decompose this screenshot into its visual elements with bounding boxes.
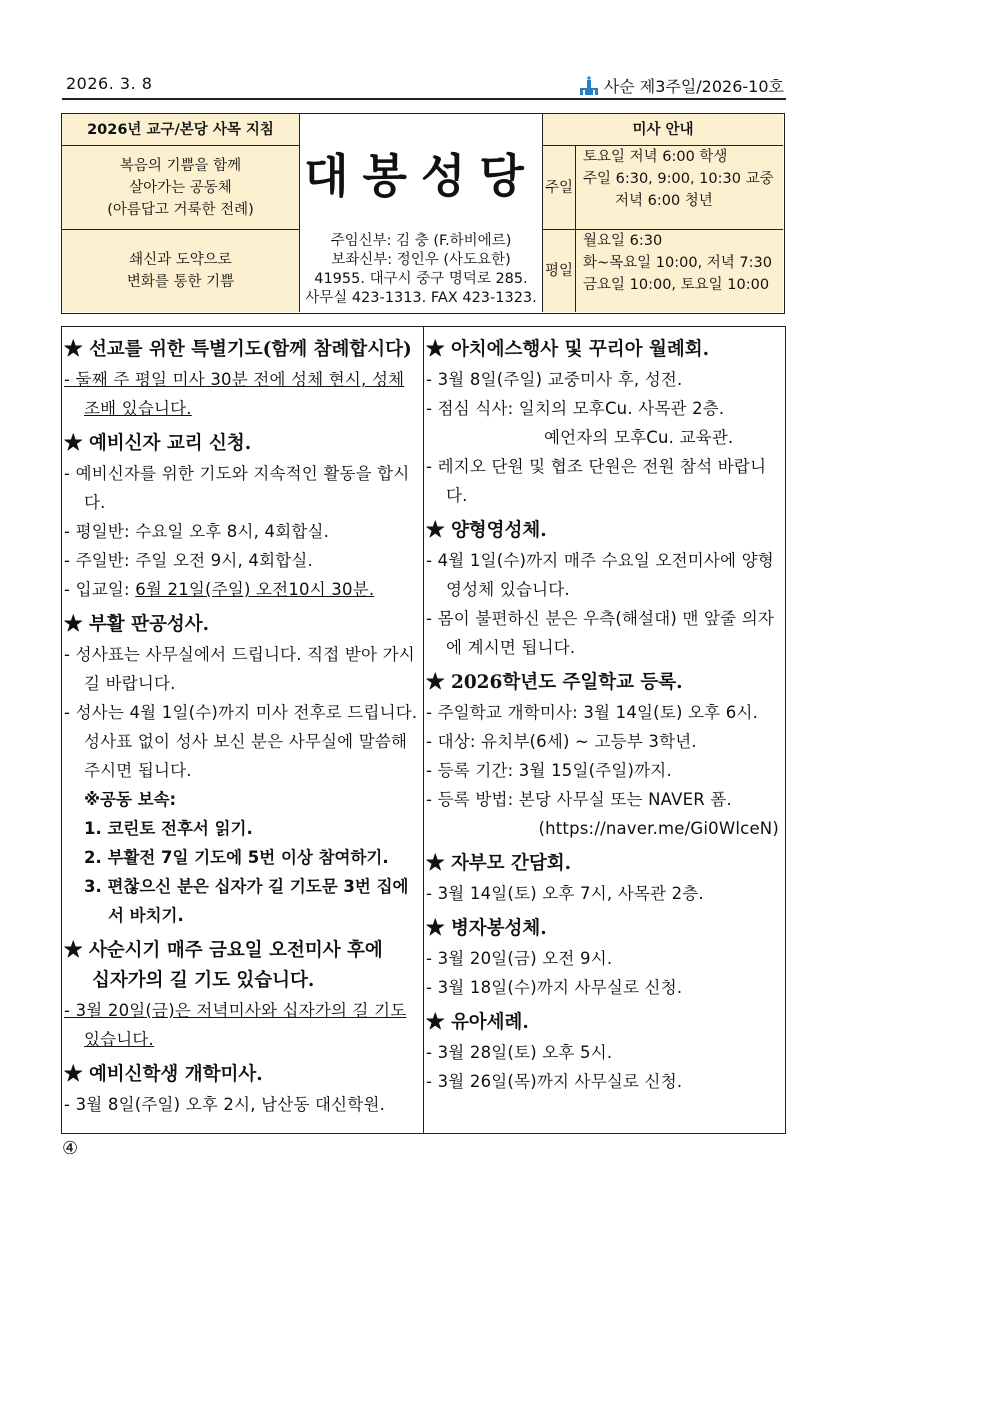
page-number: ④ xyxy=(62,1138,79,1159)
penance-item: 2. 부활전 7일 기도에 5번 이상 참여하기. xyxy=(84,848,389,867)
issue-text: 사순 제3주일/2026-10호 xyxy=(603,77,784,96)
pastoral-line: 복음의 기쁨을 함께 xyxy=(119,157,242,174)
announcement-item: - 몸이 불편하신 분은 우측(해설대) 맨 앞줄 의자에 계시면 됩니다. xyxy=(426,609,775,657)
announcement-item: - 등록 방법: 본당 사무실 또는 NAVER 폼. xyxy=(426,790,732,809)
sunday-label: 주일 xyxy=(542,146,576,230)
pastor-name: 주임신부: 김 충 (F.하비에르) xyxy=(330,233,512,249)
announcement-item: - 등록 기간: 3월 15일(주일)까지. xyxy=(426,761,672,780)
pastoral-heading: 2026년 교구/본당 사목 지침 xyxy=(62,114,300,146)
issue-date: 2026. 3. 8 xyxy=(66,74,153,93)
announcement-item: - 4월 1일(수)까지 매주 수요일 오전미사에 양형영성체 있습니다. xyxy=(426,551,774,599)
penance-item: 3. 편찮으신 분은 십자가 길 기도문 3번 집에서 바치기. xyxy=(84,877,409,925)
announcement-item: - 3월 8일(주일) 오후 2시, 남산동 대신학원. xyxy=(64,1095,386,1114)
announcement-item xyxy=(64,996,421,1054)
sunday-mass-times xyxy=(576,146,783,230)
announcement-text: - 3월 20일(금)은 저녁미사와 십자가의 길 기도 있습니다. xyxy=(64,1001,407,1049)
pastoral-guideline-2 xyxy=(62,230,300,312)
announcements-box xyxy=(61,326,786,1134)
pastoral-guideline-1 xyxy=(62,146,300,230)
church-name: 대봉성당 xyxy=(304,149,538,203)
pastoral-line: (아름답고 거룩한 전례) xyxy=(107,201,254,218)
mass-time: 토요일 저녁 6:00 학생 xyxy=(583,149,728,165)
section-title-continued: 십자가의 길 기도 있습니다. xyxy=(92,970,315,991)
pastoral-line: 변화를 통한 기쁨 xyxy=(126,274,235,290)
announcement-item: - 주일학교 개학미사: 3월 14일(토) 오후 6시. xyxy=(426,703,759,722)
announcement-item xyxy=(64,575,421,604)
announcement-prefix: - 입교일: xyxy=(64,580,136,599)
mass-heading: 미사 안내 xyxy=(542,114,783,146)
page-header xyxy=(62,72,786,100)
section-title: ★ 병자봉성체. xyxy=(426,918,547,939)
church-contact xyxy=(300,228,542,312)
announcement-text: 6월 21일(주일) 오전10시 30분. xyxy=(135,580,375,599)
announcement-item: - 레지오 단원 및 협조 단원은 전원 참석 바랍니다. xyxy=(426,457,767,505)
section-title: ★ 아치에스행사 및 꾸리아 월례회. xyxy=(426,339,710,360)
announcement-item: - 3월 14일(토) 오후 7시, 사목관 2층. xyxy=(426,884,704,903)
column-divider xyxy=(423,327,424,1133)
church-building-icon xyxy=(578,76,600,96)
mass-time: 월요일 6:30 xyxy=(583,233,663,249)
section-title: ★ 예비신자 교리 신청. xyxy=(64,433,252,454)
mass-time: 화~목요일 10:00, 저녁 7:30 xyxy=(583,255,772,271)
penance-heading: ※공동 보속: xyxy=(84,790,177,809)
pastoral-line: 쇄신과 도약으로 xyxy=(129,252,232,268)
section-title: ★ 자부모 간담회. xyxy=(426,853,572,874)
mass-time: 주일 6:30, 9:00, 10:30 교중 xyxy=(583,171,774,187)
penance-item: 1. 코린토 전후서 읽기. xyxy=(84,819,253,838)
pastoral-line: 살아가는 공동체 xyxy=(129,179,232,196)
section-title: ★ 사순시기 매주 금요일 오전미사 후에 xyxy=(64,940,383,961)
section-title: ★ 선교를 위한 특별기도(함께 참례합시다) xyxy=(64,339,412,360)
announcements-left-column xyxy=(64,335,421,1119)
info-table xyxy=(61,113,785,314)
section-title: ★ 양형영성체. xyxy=(426,520,547,541)
section-title: ★ 예비신학생 개학미사. xyxy=(64,1064,263,1085)
announcement-item: - 주일반: 주일 오전 9시, 4회합실. xyxy=(64,551,313,570)
announcement-item-continued: 예언자의 모후Cu. 교육관. xyxy=(544,428,734,447)
mass-time: 저녁 6:00 청년 xyxy=(615,193,713,209)
weekday-mass-times xyxy=(576,230,783,312)
announcements-right-column xyxy=(426,335,783,1096)
announcement-item: - 대상: 유치부(6세) ~ 고등부 3학년. xyxy=(426,732,697,751)
announcement-item: - 3월 26일(목)까지 사무실로 신청. xyxy=(426,1072,683,1091)
church-phone: 사무실 423-1313. FAX 423-1323. xyxy=(305,290,537,306)
announcement-item: - 3월 8일(주일) 교중미사 후, 성전. xyxy=(426,370,683,389)
announcement-item: - 점심 식사: 일치의 모후Cu. 사목관 2층. xyxy=(426,399,725,418)
announcement-item xyxy=(64,365,421,423)
announcement-item: - 3월 20일(금) 오전 9시. xyxy=(426,949,613,968)
announcement-text: - 둘째 주 평일 미사 30분 전에 성체 현시, 성체 조배 있습니다. xyxy=(64,370,405,418)
section-title: ★ 유아세례. xyxy=(426,1012,529,1033)
registration-link: (https://naver.me/Gi0WlceN) xyxy=(538,819,779,838)
section-title: ★ 부활 판공성사. xyxy=(64,614,210,635)
announcement-item: - 3월 18일(수)까지 사무실로 신청. xyxy=(426,978,683,997)
announcement-item: - 성사는 4월 1일(수)까지 미사 전후로 드립니다. 성사표 없이 성사 보신 분은 사무실에 말씀해 주시면 됩니다. xyxy=(64,703,418,780)
mass-time: 금요일 10:00, 토요일 10:00 xyxy=(583,277,770,293)
announcement-item: - 성사표는 사무실에서 드립니다. 직접 받아 가시길 바랍니다. xyxy=(64,645,415,693)
announcement-item: - 3월 28일(토) 오후 5시. xyxy=(426,1043,613,1062)
church-address: 41955. 대구시 중구 명덕로 285. xyxy=(314,271,528,287)
assistant-name: 보좌신부: 정인우 (사도요한) xyxy=(331,252,511,268)
section-title: ★ 2026학년도 주일학교 등록. xyxy=(426,672,683,693)
weekday-label: 평일 xyxy=(542,230,576,312)
announcement-item: - 평일반: 수요일 오후 8시, 4회합실. xyxy=(64,522,330,541)
announcement-item: - 예비신자를 위한 기도와 지속적인 활동을 합시다. xyxy=(64,464,410,512)
issue-label xyxy=(578,74,784,97)
